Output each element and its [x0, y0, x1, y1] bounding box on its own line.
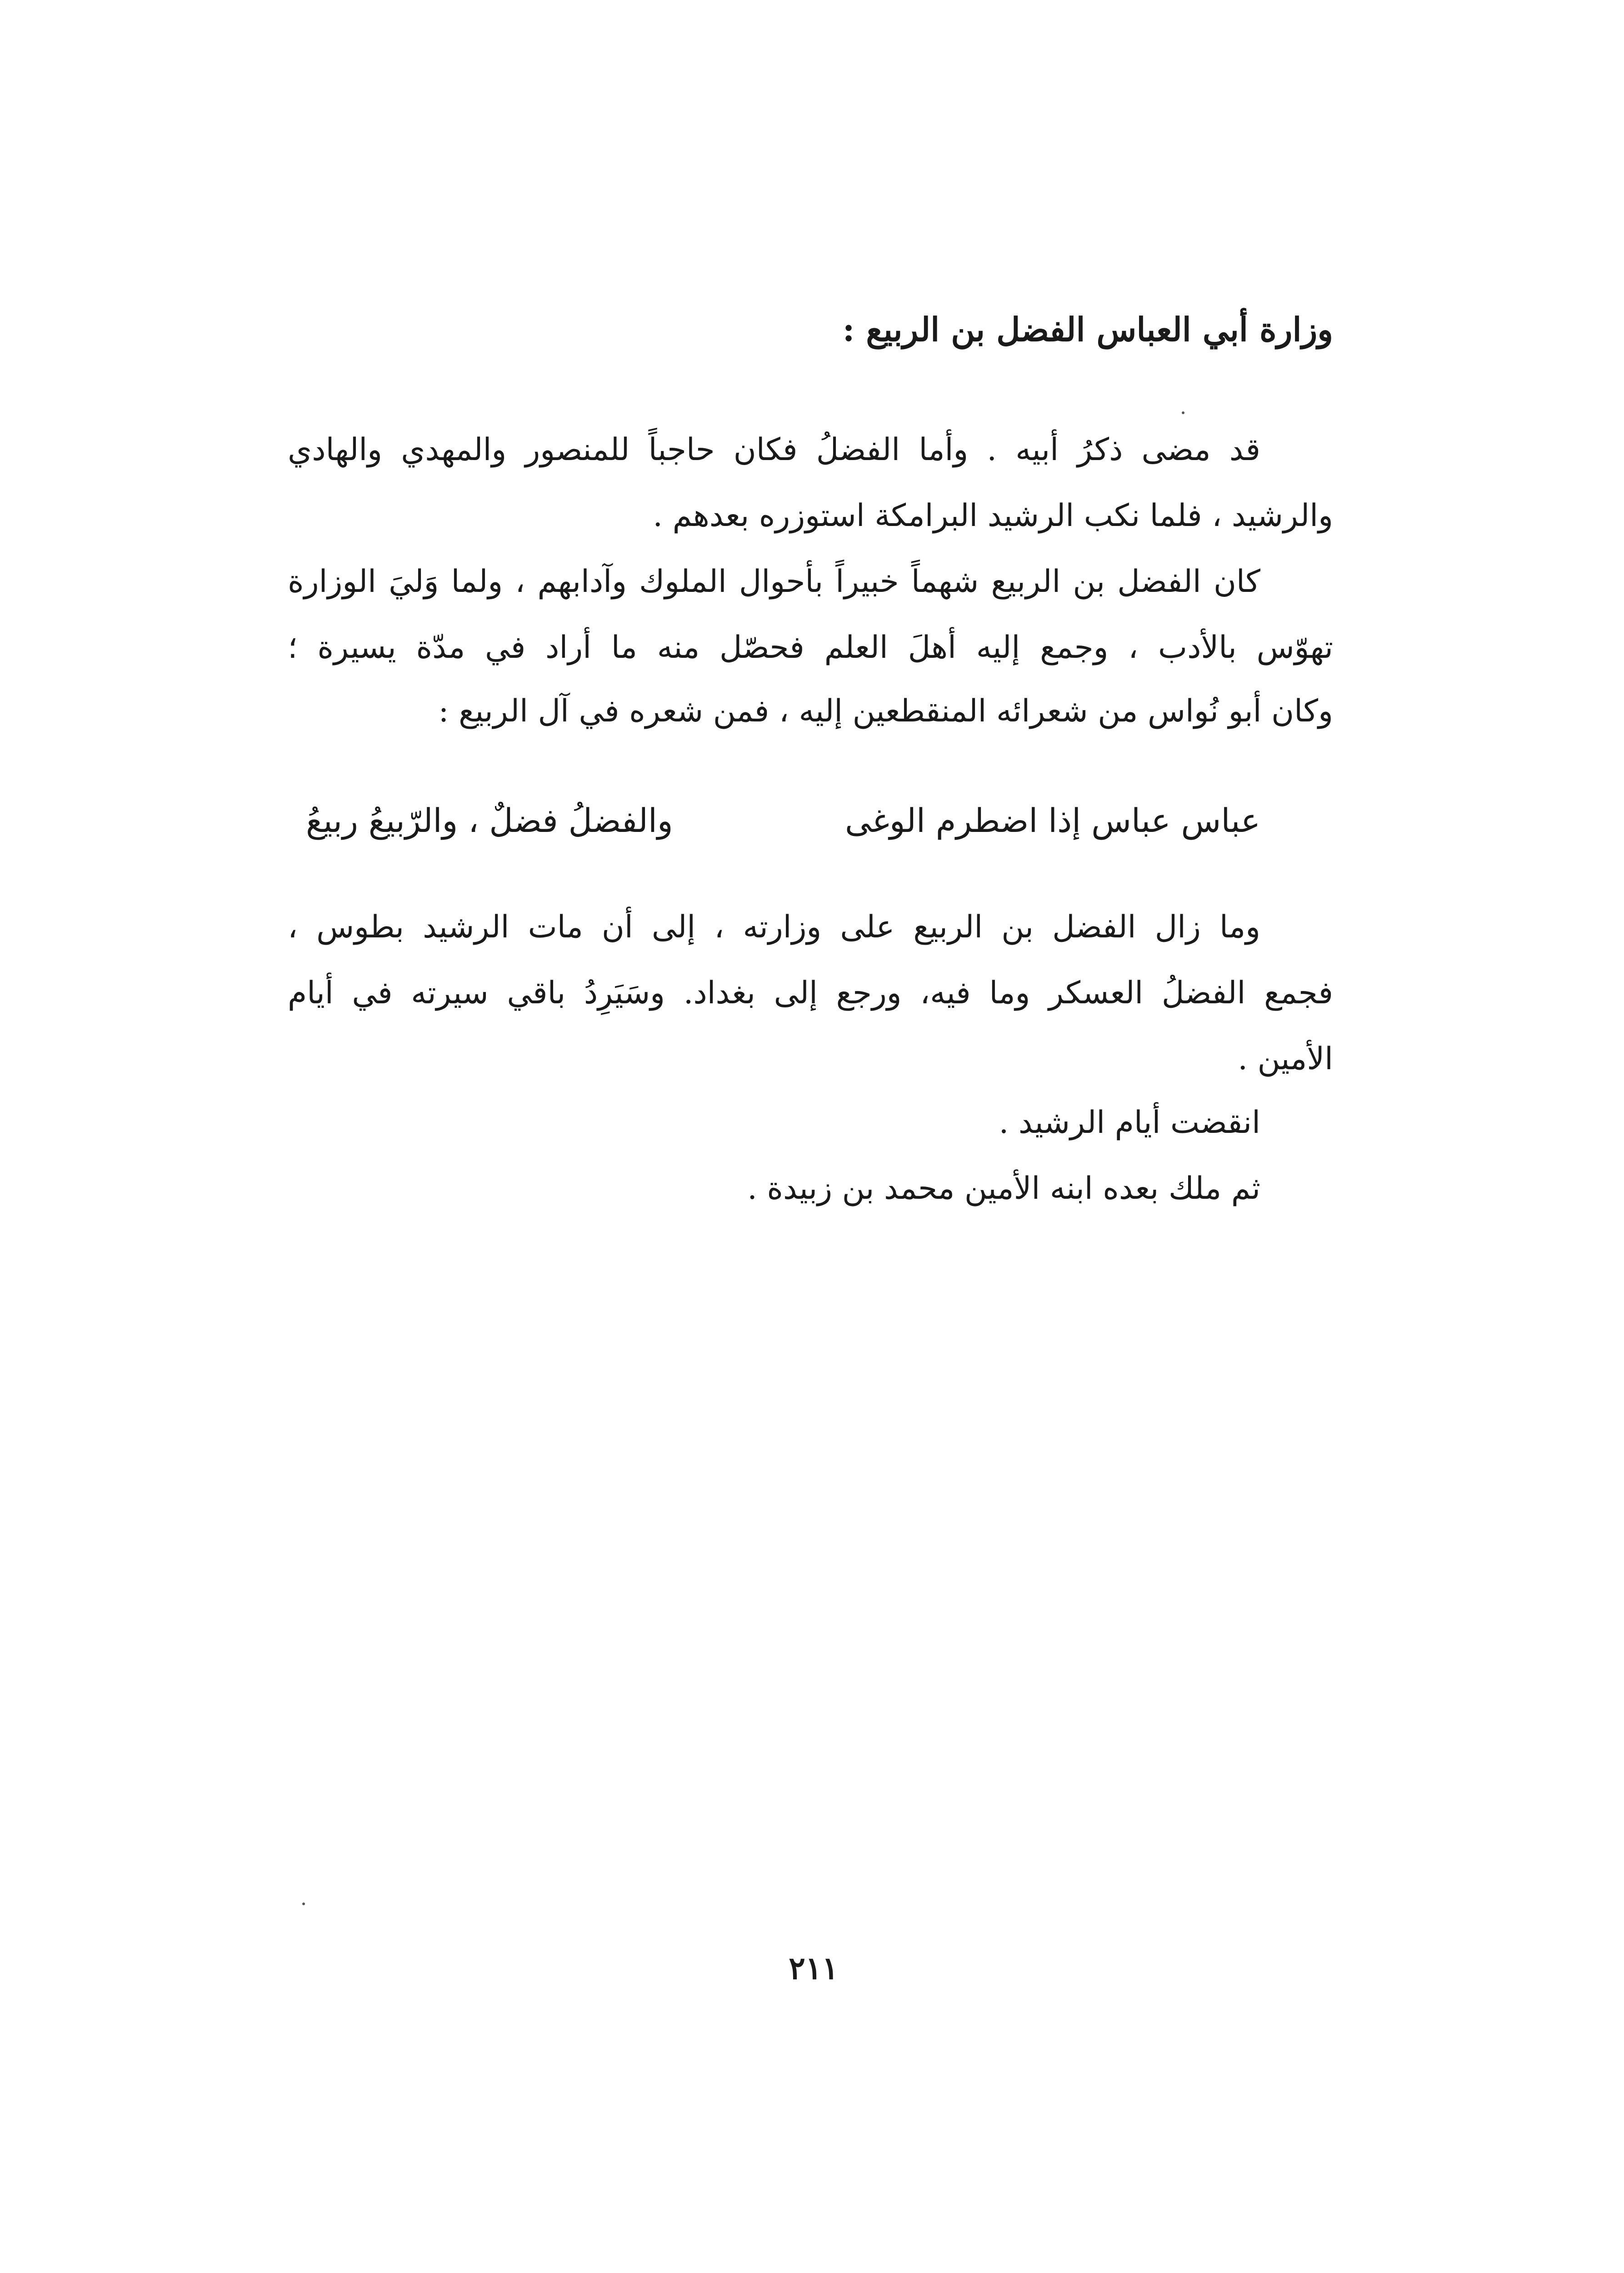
paragraph2-line-2: تهوّس بالأدب ، وجمع إليه أهلَ العلم فحصّل منه ما أراد في مدّة يسيرة ؛: [288, 630, 1333, 666]
verse-hemistich-1: عباس عباس إذا اضطرم الوغى: [845, 801, 1260, 840]
paragraph2-line-1: كان الفضل بن الربيع شهماً خبيراً بأحوال الملوك وآدابهم ، ولما وَليَ الوزارة: [288, 564, 1260, 600]
paragraph3-line-1: وما زال الفضل بن الربيع على وزارته ، إلى أن مات الرشيد بطوس ،: [288, 909, 1260, 945]
page-number: ٢١١: [789, 1950, 839, 1987]
verse-hemistich-2: والفضلُ فضلٌ ، والرّبيعُ ربيعُ: [306, 801, 673, 840]
paragraph3-line-2: فجمع الفضلُ العسكر وما فيه، ورجع إلى بغداد. وسَيَرِدُ باقي سيرته في أيام: [288, 975, 1333, 1011]
section-heading: وزارة أبي العباس الفضل بن الربيع :: [842, 310, 1333, 349]
paragraph1-line-2: والرشيد ، فلما نكب الرشيد البرامكة استوزره بعدهم .: [653, 498, 1333, 534]
paragraph2-line-3: وكان أبو نُواس من شعرائه المنقطعين إليه ، فمن شعره في آل الربيع :: [438, 693, 1333, 729]
closing-line-2: ثم ملك بعده ابنه الأمين محمد بن زبيدة .: [747, 1171, 1260, 1207]
closing-line-1: انقضت أيام الرشيد .: [999, 1105, 1260, 1141]
paragraph3-line-3: الأمين .: [1238, 1041, 1333, 1077]
poem-verse: [306, 791, 1260, 850]
print-speck: [302, 1903, 305, 1905]
print-speck: [1182, 411, 1184, 414]
paragraph1-line-1: قد مضى ذكرُ أبيه . وأما الفضلُ فكان حاجباً للمنصور والمهدي والهادي: [288, 432, 1260, 468]
